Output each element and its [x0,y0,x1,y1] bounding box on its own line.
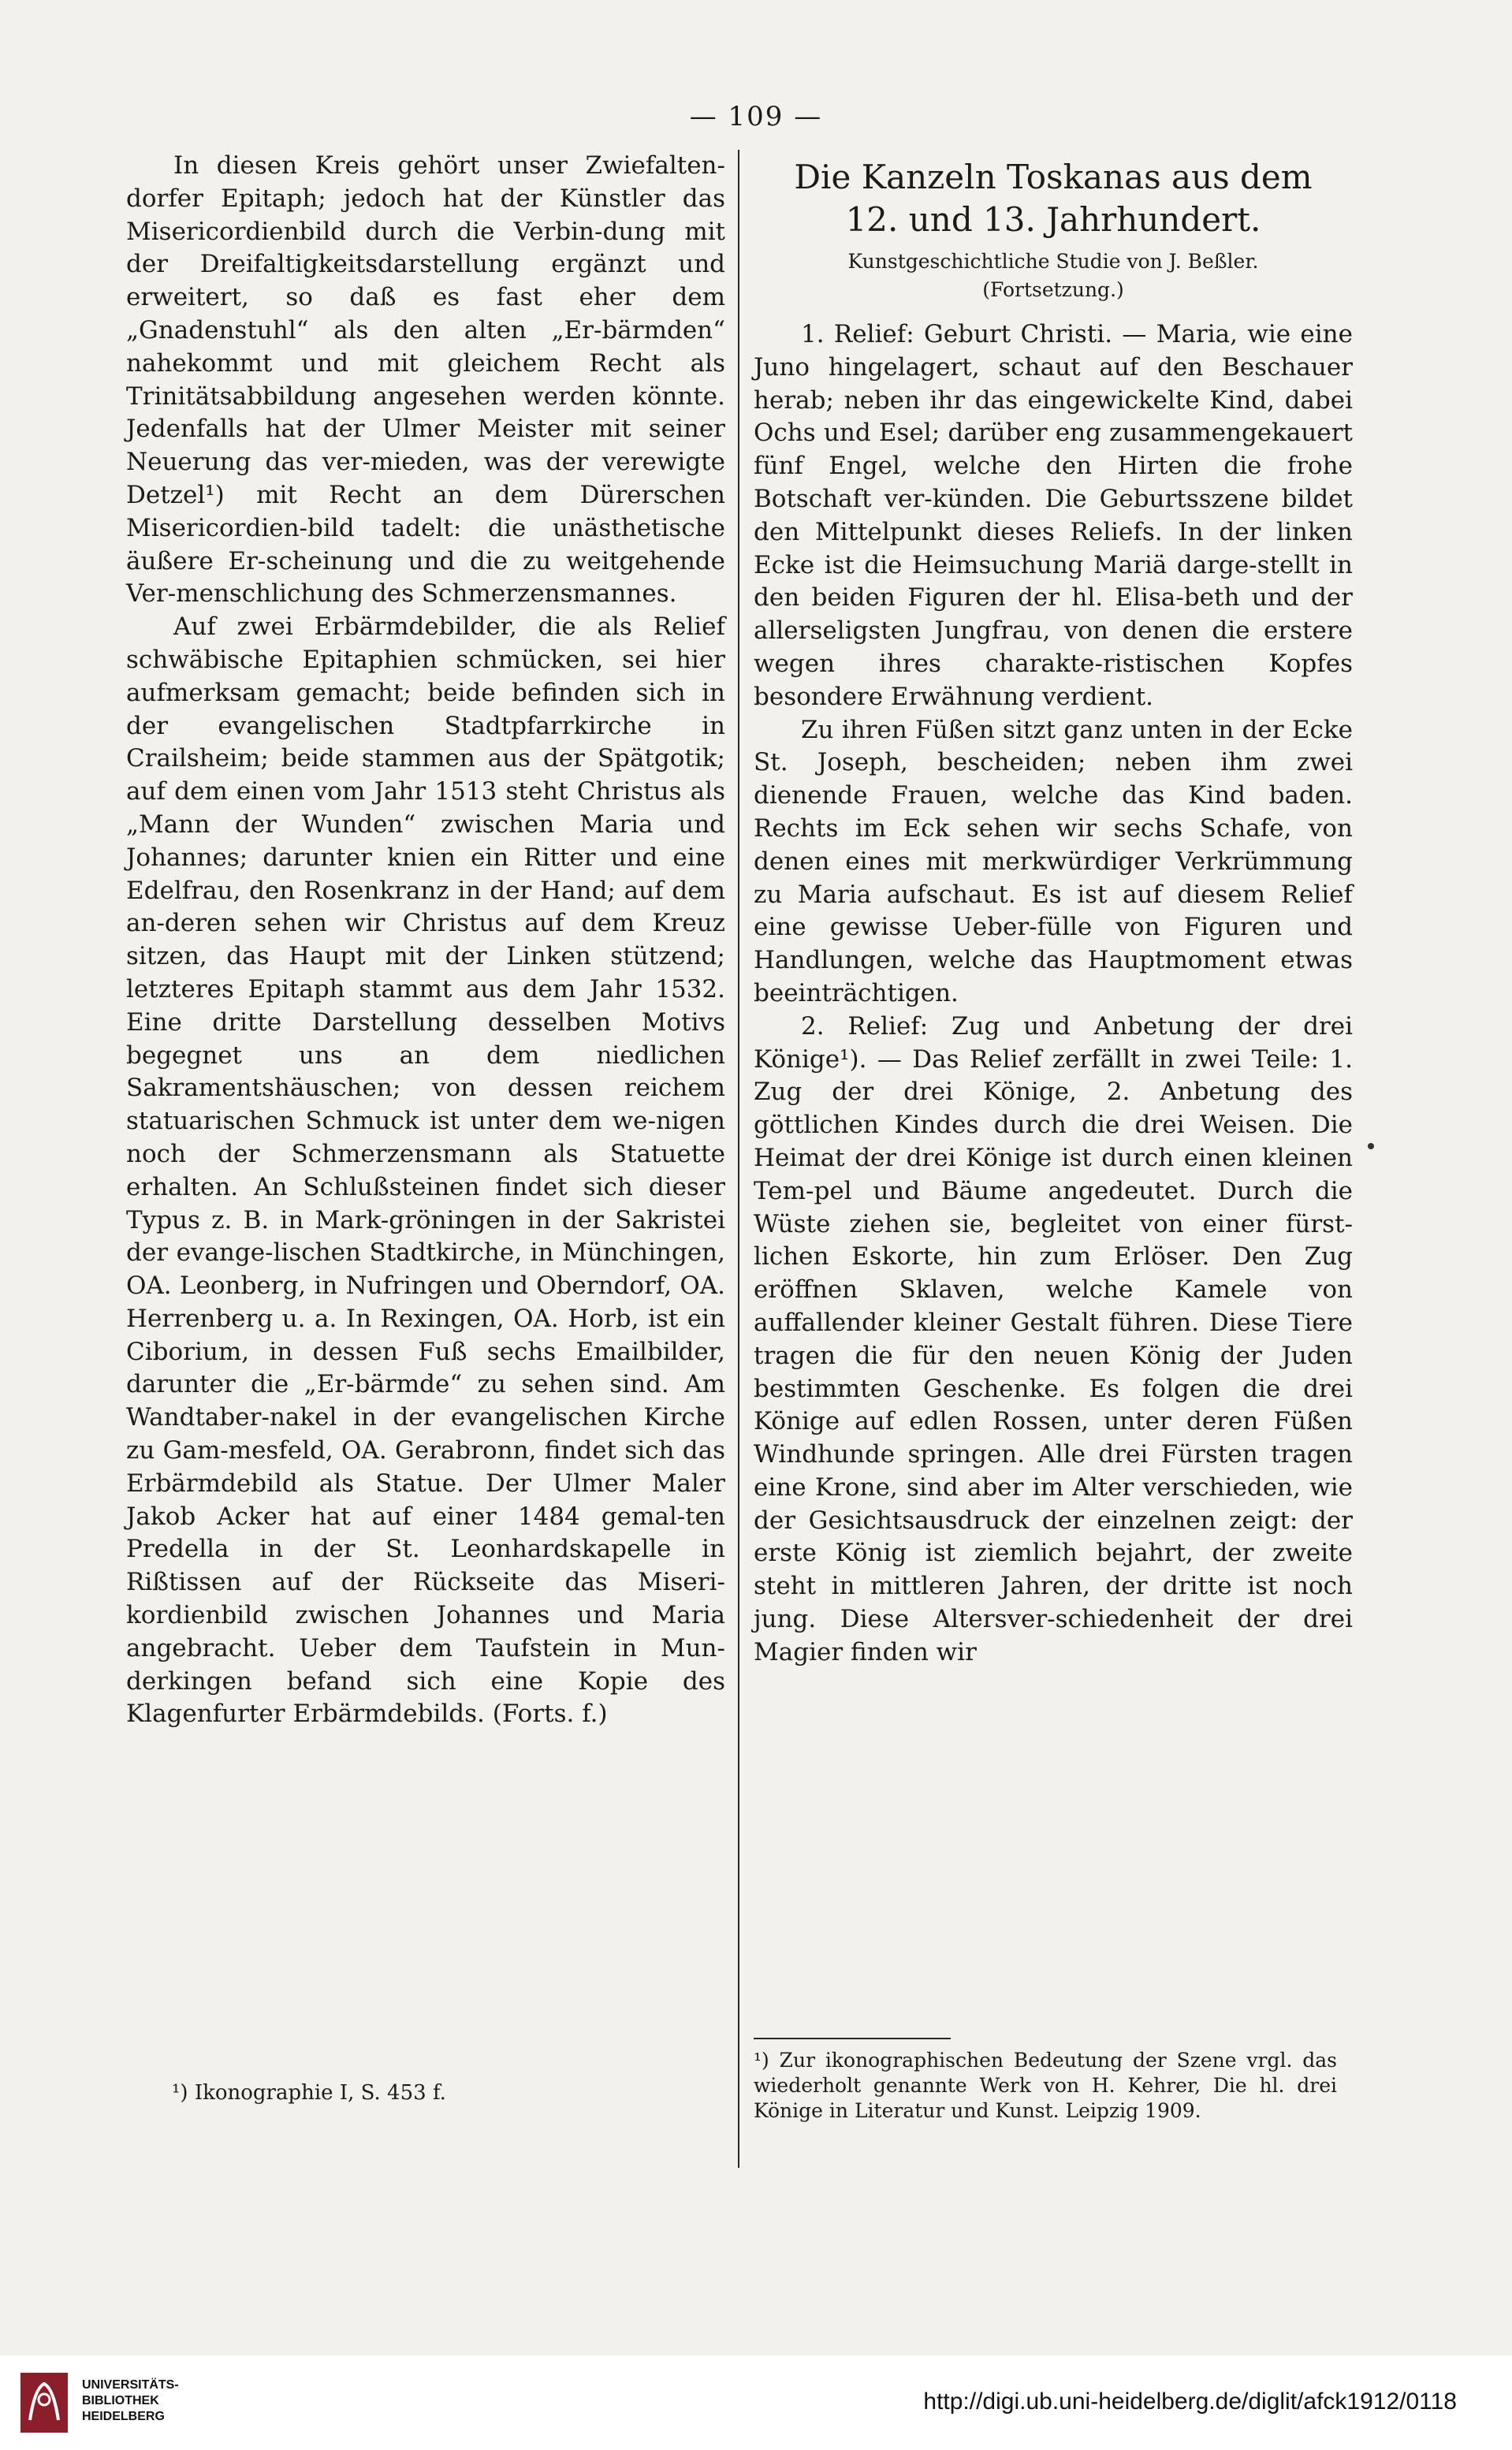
right-paragraph-1: 1. Relief: Geburt Christi. — Maria, wie eine Juno hingelagert, schaut auf den Beschauer herab; neben ihr das eingewickelte Kind, dabei Ochs und Esel; darüber eng zusammengekauert fünf Engel, welche den Hirten die frohe Botschaft ver-künden. Die Geburtsszene bildet den Mittelpunkt dieses Reliefs. In der linken Ecke ist die Heimsuchung Mariä darge-stellt in den beiden Figuren der hl. Elisa-beth und der allerseligsten Jungfrau, von denen die erstere wegen ihres charakte-ristischen Kopfes besondere Erwähnung verdient. [754,320,1353,711]
margin-mark [1368,1143,1374,1149]
article-subtitle: Kunstgeschichtliche Studie von J. Beßler. [847,250,1259,273]
article-title [754,156,1353,241]
article-continuation: (Fortsetzung.) [982,278,1124,301]
left-paragraph-2: Auf zwei Erbärmdebilder, die als Relief schwäbische Epitaphien schmücken, sei hier aufmerksam gemacht; beide befinden sich in der evangelischen Stadtpfarrkirche in Crailsheim; beide stammen aus der Spätgotik; auf dem einen vom Jahr 1513 steht Christus als „Mann der Wunden“ zwischen Maria und Johannes; darunter knien ein Ritter und eine Edelfrau, den Rosenkranz in der Hand; auf dem an-deren sehen wir Christus auf dem Kreuz sitzen, das Haupt mit der Linken stützend; letzteres Epitaph stammt aus dem Jahr 1532. Eine dritte Darstellung desselben Motivs begegnet uns an dem niedlichen Sakramentshäuschen; von dessen reichem statuarischen Schmuck ist unter dem we-nigen noch der Schmerzensmann als Statuette erhalten. An Schlußsteinen findet sich dieser Typus z. B. in Mark-gröningen in der Sakristei der evange-lischen Stadtkirche, in Münchingen, OA. Leonberg, in Nufringen und Oberndorf, OA. Herrenberg u. a. In Rexingen, OA. Horb, ist ein Ciborium, in dessen Fuß sechs Emailbilder, darunter die „Er-bärmde“ zu sehen sind. Am Wandtaber-nakel in der evangelischen Kirche zu Gam-mesfeld, OA. Gerabronn, findet sich das Erbärmdebild als Statue. Der Ulmer Maler Jakob Acker hat auf einer 1484 gemal-ten Predella in der St. Leonhardskapelle in Rißtissen auf der Rückseite das Miseri-kordienbild zwischen Johannes und Maria angebracht. Ueber dem Taufstein in Mun-derkingen befand sich eine Kopie des Klagenfurter Erbärmdebilds. (Forts. f.) [126,612,725,1729]
right-paragraph-2: Zu ihren Füßen sitzt ganz unten in der Ecke St. Joseph, bescheiden; neben ihm zwei dienende Frauen, welche das Kind baden. Rechts im Eck sehen wir sechs Schafe, von denen eines mit merkwürdiger Verkrümmung zu Maria aufschaut. Es ist auf diesem Relief eine gewisse Ueber-fülle von Figuren und Handlungen, welche das Hauptmoment etwas beeinträchtigen. [754,715,1353,1007]
source-url[interactable]: http://digi.ub.uni-heidelberg.de/diglit/afck1912/0118 [923,2389,1457,2415]
left-paragraph-1: In diesen Kreis gehört unser Zwiefalten-dorfer Epitaph; jedoch hat der Künstler das Misericordienbild durch die Verbin-dung mit der Dreifaltigkeitsdarstellung ergänzt und erweitert, so daß es fast eher dem „Gnadenstuhl“ als den alten „Er-bärmden“ nahekommt und mit gleichem Recht als Trinitätsabbildung angesehen werden könnte. Jedenfalls hat der Ulmer Meister mit seiner Neuerung das ver-mieden, was der verewigte Detzel¹) mit Recht an dem Dürerschen Misericordien-bild tadelt: die unästhetische äußere Er-scheinung und die zu weitgehende Ver-menschlichung des Schmerzensmannes. [126,151,725,609]
column-divider [738,150,739,2168]
left-column [126,150,725,1731]
article-title-line-1: Die Kanzeln Toskanas aus dem [794,158,1313,196]
page-number: — 109 — [689,101,823,132]
left-footnote: ¹) Ikonographie I, S. 453 f. [172,2081,446,2105]
logo-line-1: UNIVERSITÄTS- [82,2378,179,2392]
right-footnote: ¹) Zur ikonographischen Bedeutung der Szene vrgl. das wiederholt genannte Werk von H. Kehrer, Die hl. drei Könige in Literatur und Kunst. Leipzig 1909. [754,2049,1337,2122]
logo-line-3: HEIDELBERG [82,2410,165,2423]
article-title-line-2: 12. und 13. Jahrhundert. [845,200,1261,239]
logo-line-2: BIBLIOTHEK [82,2394,159,2407]
right-paragraph-3: 2. Relief: Zug und Anbetung der drei Könige¹). — Das Relief zerfällt in zwei Teile: 1. Zug der drei Könige, 2. Anbetung des göttlichen Kindes durch die drei Weisen. Die Heimat der drei Könige ist durch einen kleinen Tem-pel und Bäume angedeutet. Durch die Wüste ziehen sie, begleitet von einer fürst-lichen Eskorte, hin zum Erlöser. Den Zug eröffnen Sklaven, welche Kamele von auffallender kleiner Gestalt führen. Diese Tiere tragen die für den neuen König der Juden bestimmten Geschenke. Es folgen die drei Könige auf edlen Rossen, unter deren Füßen Windhunde springen. Alle drei Fürsten tragen eine Krone, sind aber im Alter verschieden, wie der Gesichtsausdruck der einzelnen zeigt: der erste König ist ziemlich bejahrt, der zweite steht in mittleren Jahren, der dritte ist noch jung. Diese Altersver-schiedenheit der drei Magier finden wir [754,1011,1353,1666]
library-logo-icon [20,2373,68,2433]
library-logo-text [82,2377,179,2425]
footnote-rule [754,2038,951,2039]
right-column [754,150,1353,1670]
